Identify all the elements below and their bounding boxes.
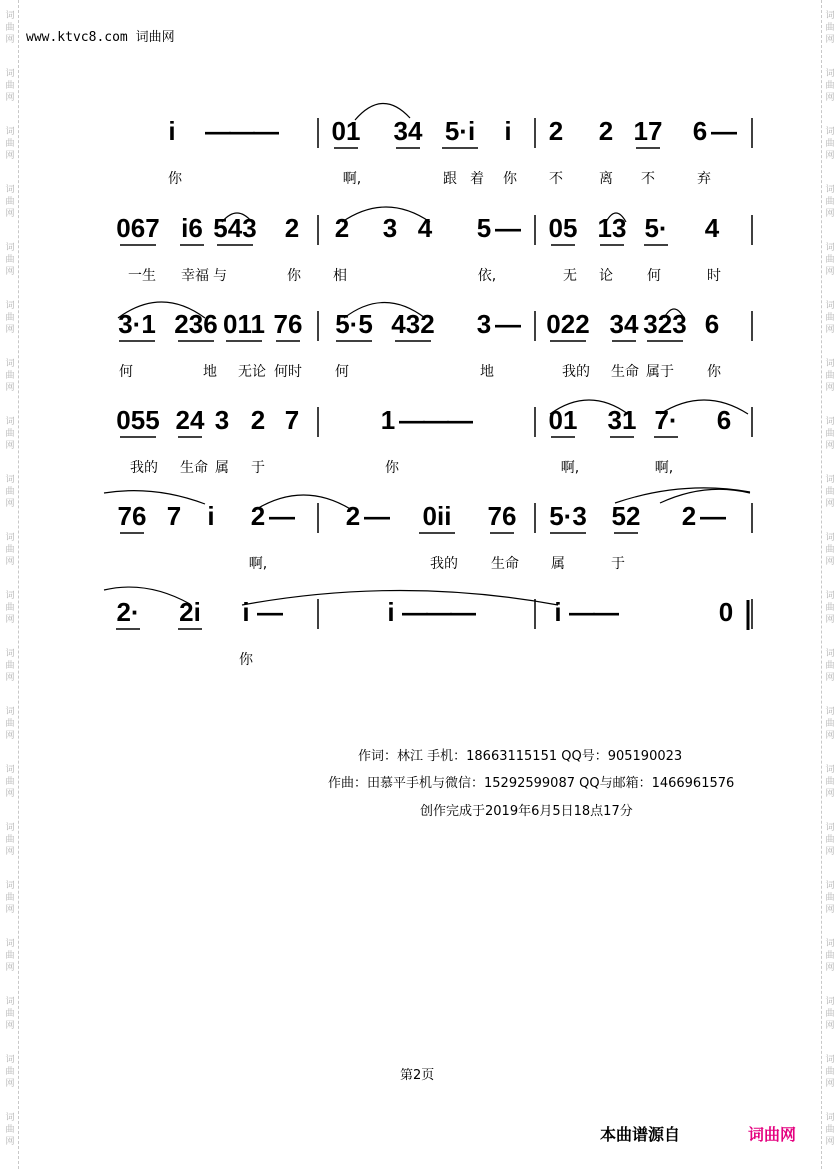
score-note: — xyxy=(229,116,255,146)
score-note: 01 xyxy=(548,405,578,435)
watermark-glyph: 词 xyxy=(5,69,15,79)
watermark-glyph: 词 xyxy=(5,127,15,137)
watermark-glyph: 曲 xyxy=(5,255,15,265)
lyric-word: 属 xyxy=(215,460,229,476)
watermark-glyph-group xyxy=(823,880,837,916)
watermark-glyph: 词 xyxy=(825,997,835,1007)
score-note: 3 xyxy=(214,405,230,435)
watermark-glyph: 曲 xyxy=(825,313,835,323)
lyric-word: 属 xyxy=(551,556,565,572)
lyric-word: 你 xyxy=(385,460,399,476)
lyric-word: 一生 xyxy=(128,268,156,284)
score-note: 76 xyxy=(117,501,147,531)
score-note: 76 xyxy=(487,501,517,531)
watermark-glyph-group xyxy=(3,184,17,220)
watermark-glyph-group xyxy=(3,532,17,568)
score-note: i xyxy=(242,597,250,627)
watermark-glyph: 曲 xyxy=(825,429,835,439)
score-note: — xyxy=(450,597,476,627)
watermark-glyph: 曲 xyxy=(825,487,835,497)
watermark-glyph: 词 xyxy=(5,1055,15,1065)
watermark-glyph: 曲 xyxy=(5,777,15,787)
lyric-word: 属于 xyxy=(646,364,674,380)
score-note: 24 xyxy=(175,405,205,435)
score-note: 543 xyxy=(213,213,257,243)
score-note: — xyxy=(495,309,521,339)
lyric-word: 我的 xyxy=(562,364,590,380)
watermark-glyph-group xyxy=(3,1054,17,1090)
watermark-glyph: 词 xyxy=(825,1113,835,1123)
watermark-glyph-group xyxy=(823,938,837,974)
slur-arc xyxy=(242,591,558,606)
lyric-word: 离 xyxy=(599,171,613,187)
watermark-glyph: 曲 xyxy=(825,139,835,149)
score-note: 6 xyxy=(692,116,708,146)
score-note: 3·1 xyxy=(118,309,156,339)
watermark-glyph: 曲 xyxy=(5,429,15,439)
score-note: i xyxy=(554,597,562,627)
score-note: 3 xyxy=(382,213,398,243)
score-note: 323 xyxy=(643,309,687,339)
watermark-glyph-group xyxy=(3,300,17,336)
watermark-glyph: 曲 xyxy=(5,835,15,845)
watermark-glyph: 曲 xyxy=(825,255,835,265)
watermark-glyph: 网 xyxy=(5,93,15,103)
lyric-word: 依, xyxy=(477,268,497,284)
lyric-word: 时 xyxy=(707,268,721,284)
watermark-glyph: 词 xyxy=(825,417,835,427)
lyric-word: 啊, xyxy=(248,556,268,572)
lyric-word: 你 xyxy=(168,171,182,187)
watermark-glyph: 网 xyxy=(5,673,15,683)
watermark-glyph: 词 xyxy=(825,69,835,79)
score-note: 1 xyxy=(380,405,396,435)
lyric-word: 你 xyxy=(239,652,253,668)
watermark-glyph: 曲 xyxy=(5,951,15,961)
watermark-glyph-group xyxy=(823,532,837,568)
watermark-glyph-group xyxy=(3,822,17,858)
watermark-glyph-group xyxy=(823,68,837,104)
score-note: 05 xyxy=(548,213,578,243)
watermark-glyph: 词 xyxy=(5,359,15,369)
watermark-glyph-group xyxy=(823,996,837,1032)
watermark-glyph: 网 xyxy=(5,905,15,915)
watermark-glyph-group xyxy=(3,996,17,1032)
lyric-word: 生命 xyxy=(180,460,208,476)
watermark-glyph: 网 xyxy=(5,1021,15,1031)
watermark-glyph: 词 xyxy=(5,185,15,195)
lyric-word: 于 xyxy=(611,556,625,572)
score-note: 2 xyxy=(548,116,564,146)
watermark-glyph: 网 xyxy=(825,731,835,741)
score-note: 2 xyxy=(334,213,350,243)
watermark-glyph: 词 xyxy=(825,649,835,659)
watermark-glyph: 网 xyxy=(825,209,835,219)
watermark-glyph: 网 xyxy=(5,615,15,625)
watermark-glyph-group xyxy=(3,474,17,510)
score-note: — xyxy=(426,597,452,627)
lyric-word: 生命 xyxy=(491,556,519,572)
lyric-word: 啊, xyxy=(560,460,580,476)
watermark-glyph-group xyxy=(823,590,837,626)
watermark-glyph: 网 xyxy=(5,789,15,799)
watermark-glyph: 网 xyxy=(825,35,835,45)
watermark-glyph: 词 xyxy=(825,359,835,369)
watermark-glyph: 曲 xyxy=(825,1009,835,1019)
score-note: 2 xyxy=(284,213,300,243)
watermark-glyph: 网 xyxy=(5,35,15,45)
watermark-glyph: 曲 xyxy=(825,1125,835,1135)
lyric-word: 弃 xyxy=(697,171,711,187)
score-note: — xyxy=(711,116,737,146)
lyric-word: 无论 xyxy=(238,364,266,380)
lyric-word: 不 xyxy=(641,171,655,187)
lyric-word: 何 xyxy=(335,364,349,380)
watermark-glyph: 词 xyxy=(825,591,835,601)
watermark-glyph: 网 xyxy=(5,151,15,161)
watermark-glyph: 词 xyxy=(825,243,835,253)
watermark-glyph-group xyxy=(3,764,17,800)
watermark-glyph: 词 xyxy=(825,185,835,195)
site-url: www.ktvc8.com 词曲网 xyxy=(26,30,175,45)
watermark-glyph: 网 xyxy=(5,441,15,451)
watermark-glyph: 曲 xyxy=(5,139,15,149)
watermark-glyph: 曲 xyxy=(5,603,15,613)
watermark-glyph-group xyxy=(823,10,837,46)
watermark-glyph-group xyxy=(3,706,17,742)
score-note: 76 xyxy=(273,309,303,339)
watermark-glyph: 曲 xyxy=(825,951,835,961)
watermark-glyph: 词 xyxy=(5,649,15,659)
watermark-glyph-group xyxy=(3,358,17,394)
score-note: 055 xyxy=(116,405,160,435)
score-note: 2 xyxy=(345,501,361,531)
watermark-glyph: 词 xyxy=(5,475,15,485)
watermark-glyph: 网 xyxy=(825,1137,835,1147)
score-note: 7 xyxy=(166,501,182,531)
watermark-glyph: 词 xyxy=(825,881,835,891)
watermark-glyph: 曲 xyxy=(5,1067,15,1077)
watermark-glyph: 曲 xyxy=(5,1125,15,1135)
watermark-glyph: 曲 xyxy=(825,545,835,555)
watermark-glyph: 词 xyxy=(825,11,835,21)
watermark-glyph-group xyxy=(823,242,837,278)
watermark-glyph: 曲 xyxy=(5,661,15,671)
watermark-glyph: 网 xyxy=(825,673,835,683)
watermark-glyph: 词 xyxy=(5,591,15,601)
watermark-glyph: 网 xyxy=(825,151,835,161)
composer-credit: 作曲：田慕平手机与微信：15292599087 QQ与邮箱：1466961576 xyxy=(328,776,735,791)
score-note: i xyxy=(387,597,395,627)
watermark-glyph: 网 xyxy=(825,963,835,973)
watermark-glyph: 网 xyxy=(825,615,835,625)
lyric-word: 地 xyxy=(203,364,217,380)
watermark-glyph: 曲 xyxy=(5,197,15,207)
watermark-glyph: 词 xyxy=(825,939,835,949)
lyric-word: 幸福 xyxy=(181,268,209,284)
lyricist-credit: 作词：林江 手机：18663115151 QQ号：905190023 xyxy=(358,749,683,764)
watermark-glyph: 曲 xyxy=(825,1067,835,1077)
page-number: 第2页 xyxy=(400,1068,435,1083)
watermark-glyph: 曲 xyxy=(5,487,15,497)
score-note: — xyxy=(402,597,428,627)
watermark-glyph: 曲 xyxy=(825,893,835,903)
watermark-glyph: 词 xyxy=(5,823,15,833)
score-note: 52 xyxy=(611,501,641,531)
lyric-word: 不 xyxy=(549,171,563,187)
score-note: 6 xyxy=(716,405,732,435)
score-note: 7 xyxy=(284,405,300,435)
score-note: 2 xyxy=(681,501,697,531)
score-note: 0ii xyxy=(422,501,452,531)
watermark-glyph: 词 xyxy=(5,243,15,253)
watermark-glyph: 曲 xyxy=(5,371,15,381)
lyric-word: 我的 xyxy=(130,460,158,476)
lyric-word: 跟 xyxy=(443,171,457,187)
score-note: — xyxy=(569,597,595,627)
watermark-glyph: 网 xyxy=(5,963,15,973)
score-note: 34 xyxy=(609,309,639,339)
score-note: — xyxy=(447,405,473,435)
watermark-glyph: 词 xyxy=(5,11,15,21)
score-note: — xyxy=(257,597,283,627)
source-site-link[interactable]: 词曲网 xyxy=(748,1125,797,1144)
watermark-glyph: 网 xyxy=(825,789,835,799)
score-note: 34 xyxy=(393,116,423,146)
watermark-glyph: 网 xyxy=(5,267,15,277)
watermark-glyph-group xyxy=(3,10,17,46)
lyric-word: 啊, xyxy=(654,460,674,476)
score-note: — xyxy=(399,405,425,435)
score-note: 5· xyxy=(644,213,668,243)
watermark-glyph: 词 xyxy=(5,881,15,891)
watermark-glyph: 网 xyxy=(825,325,835,335)
watermark-glyph: 曲 xyxy=(5,81,15,91)
watermark-glyph-group xyxy=(823,416,837,452)
score-note: 17 xyxy=(633,116,663,146)
watermark-glyph: 词 xyxy=(5,1113,15,1123)
watermark-glyph-group xyxy=(823,126,837,162)
lyric-word: 于 xyxy=(251,460,265,476)
watermark-glyph-group xyxy=(823,648,837,684)
score-note: 4 xyxy=(417,213,433,243)
watermark-glyph: 网 xyxy=(825,905,835,915)
watermark-glyph: 词 xyxy=(5,417,15,427)
score-note: 236 xyxy=(174,309,218,339)
watermark-glyph: 曲 xyxy=(825,835,835,845)
watermark-glyph: 曲 xyxy=(5,719,15,729)
lyric-word: 与 xyxy=(213,268,227,284)
score-note: 2 xyxy=(250,501,266,531)
lyric-word: 你 xyxy=(287,268,301,284)
score-note: — xyxy=(700,501,726,531)
lyric-word: 论 xyxy=(599,268,613,284)
watermark-glyph: 词 xyxy=(825,475,835,485)
score-note: 2i xyxy=(179,597,201,627)
watermark-glyph: 网 xyxy=(5,383,15,393)
watermark-glyph: 网 xyxy=(825,441,835,451)
score-note: 432 xyxy=(391,309,435,339)
watermark-glyph-group xyxy=(3,938,17,974)
score-note: 5·i xyxy=(444,116,476,146)
watermark-glyph: 曲 xyxy=(5,545,15,555)
watermark-glyph-group xyxy=(3,648,17,684)
watermark-glyph-group xyxy=(823,822,837,858)
watermark-glyph: 曲 xyxy=(5,1009,15,1019)
watermark-glyph: 曲 xyxy=(5,23,15,33)
score-note: 067 xyxy=(116,213,160,243)
watermark-glyph: 词 xyxy=(5,997,15,1007)
watermark-glyph-group xyxy=(3,126,17,162)
watermark-glyph: 词 xyxy=(825,127,835,137)
lyric-word: 地 xyxy=(480,364,494,380)
lyric-word: 何 xyxy=(647,268,661,284)
lyric-word: 相 xyxy=(333,268,347,284)
watermark-glyph-group xyxy=(823,1054,837,1090)
watermark-glyph-group xyxy=(823,300,837,336)
watermark-glyph: 曲 xyxy=(825,197,835,207)
score-note: 4 xyxy=(704,213,720,243)
score-note: 01 xyxy=(331,116,361,146)
watermark-glyph-group xyxy=(3,416,17,452)
score-note: 6 xyxy=(704,309,720,339)
watermark-glyph: 网 xyxy=(825,499,835,509)
watermark-glyph-group xyxy=(823,474,837,510)
watermark-glyph-group xyxy=(3,68,17,104)
lyric-word: 无 xyxy=(563,268,577,284)
watermark-glyph: 词 xyxy=(5,301,15,311)
score-note: 5·3 xyxy=(549,501,587,531)
watermark-glyph: 词 xyxy=(5,707,15,717)
lyric-word: 何 xyxy=(119,364,133,380)
watermark-glyph: 网 xyxy=(5,209,15,219)
watermark-glyph: 曲 xyxy=(825,371,835,381)
watermark-glyph: 网 xyxy=(825,557,835,567)
watermark-glyph: 网 xyxy=(5,847,15,857)
watermark-glyph: 曲 xyxy=(825,719,835,729)
watermark-glyph: 词 xyxy=(825,707,835,717)
watermark-glyph: 曲 xyxy=(825,23,835,33)
score-note: 7· xyxy=(654,405,678,435)
lyric-word: 我的 xyxy=(430,556,458,572)
watermark-glyph-group xyxy=(823,706,837,742)
watermark-glyph: 曲 xyxy=(825,661,835,671)
lyric-word: 你 xyxy=(503,171,517,187)
source-label: 本曲谱源自 xyxy=(600,1125,681,1144)
watermark-glyph-group xyxy=(823,1112,837,1148)
lyric-word: 何时 xyxy=(274,364,302,380)
score-note: 022 xyxy=(546,309,590,339)
score-note: i xyxy=(504,116,512,146)
watermark-glyph-group xyxy=(3,590,17,626)
score-note: 3 xyxy=(476,309,492,339)
score-note: — xyxy=(495,213,521,243)
watermark-glyph: 词 xyxy=(5,939,15,949)
watermark-glyph-group xyxy=(3,242,17,278)
watermark-glyph: 网 xyxy=(825,1021,835,1031)
score-note: 13 xyxy=(597,213,627,243)
score-note: i xyxy=(168,116,176,146)
lyric-word: 你 xyxy=(707,364,721,380)
watermark-glyph: 网 xyxy=(5,1079,15,1089)
watermark-glyph: 网 xyxy=(5,325,15,335)
watermark-glyph: 词 xyxy=(825,765,835,775)
watermark-glyph: 曲 xyxy=(825,603,835,613)
watermark-glyph: 曲 xyxy=(5,313,15,323)
watermark-glyph: 网 xyxy=(825,847,835,857)
watermark-glyph: 词 xyxy=(825,301,835,311)
score-note: — xyxy=(423,405,449,435)
watermark-glyph-group xyxy=(823,358,837,394)
watermark-glyph: 词 xyxy=(825,823,835,833)
watermark-glyph: 网 xyxy=(5,499,15,509)
watermark-glyph: 词 xyxy=(5,533,15,543)
score-note: 011 xyxy=(223,309,265,339)
watermark-glyph-group xyxy=(823,764,837,800)
score-note: i6 xyxy=(181,213,203,243)
watermark-glyph: 网 xyxy=(825,93,835,103)
score-note: i xyxy=(207,501,215,531)
watermark-glyph: 曲 xyxy=(825,777,835,787)
watermark-glyph-group xyxy=(3,1112,17,1148)
score-note: 5·5 xyxy=(335,309,373,339)
watermark-glyph: 网 xyxy=(825,1079,835,1089)
watermark-glyph: 网 xyxy=(825,383,835,393)
score-note: — xyxy=(253,116,279,146)
watermark-glyph: 网 xyxy=(5,557,15,567)
lyric-word: 生命 xyxy=(611,364,639,380)
watermark-glyph: 词 xyxy=(5,765,15,775)
watermark-glyph: 网 xyxy=(5,1137,15,1147)
score-note: — xyxy=(269,501,295,531)
watermark-glyph: 词 xyxy=(825,1055,835,1065)
watermark-glyph: 网 xyxy=(5,731,15,741)
score-note: 2· xyxy=(116,597,140,627)
score-note: — xyxy=(205,116,231,146)
score-note: — xyxy=(364,501,390,531)
score-note: 0 xyxy=(718,597,734,627)
score-note: 2 xyxy=(598,116,614,146)
score-note: 2 xyxy=(250,405,266,435)
watermark-glyph: 曲 xyxy=(5,893,15,903)
bar-lines xyxy=(318,118,752,630)
score-note: — xyxy=(593,597,619,627)
watermark-glyph: 词 xyxy=(825,533,835,543)
score-note: 5 xyxy=(476,213,492,243)
watermark-glyph-group xyxy=(3,880,17,916)
lyric-word: 啊, xyxy=(342,171,362,187)
watermark-glyph-group xyxy=(823,184,837,220)
lyric-word: 着 xyxy=(470,171,484,187)
watermark-glyph: 曲 xyxy=(825,81,835,91)
completion-date: 创作完成于2019年6月5日18点17分 xyxy=(420,804,633,819)
score-note: 31 xyxy=(607,405,637,435)
watermark-glyph: 网 xyxy=(825,267,835,277)
